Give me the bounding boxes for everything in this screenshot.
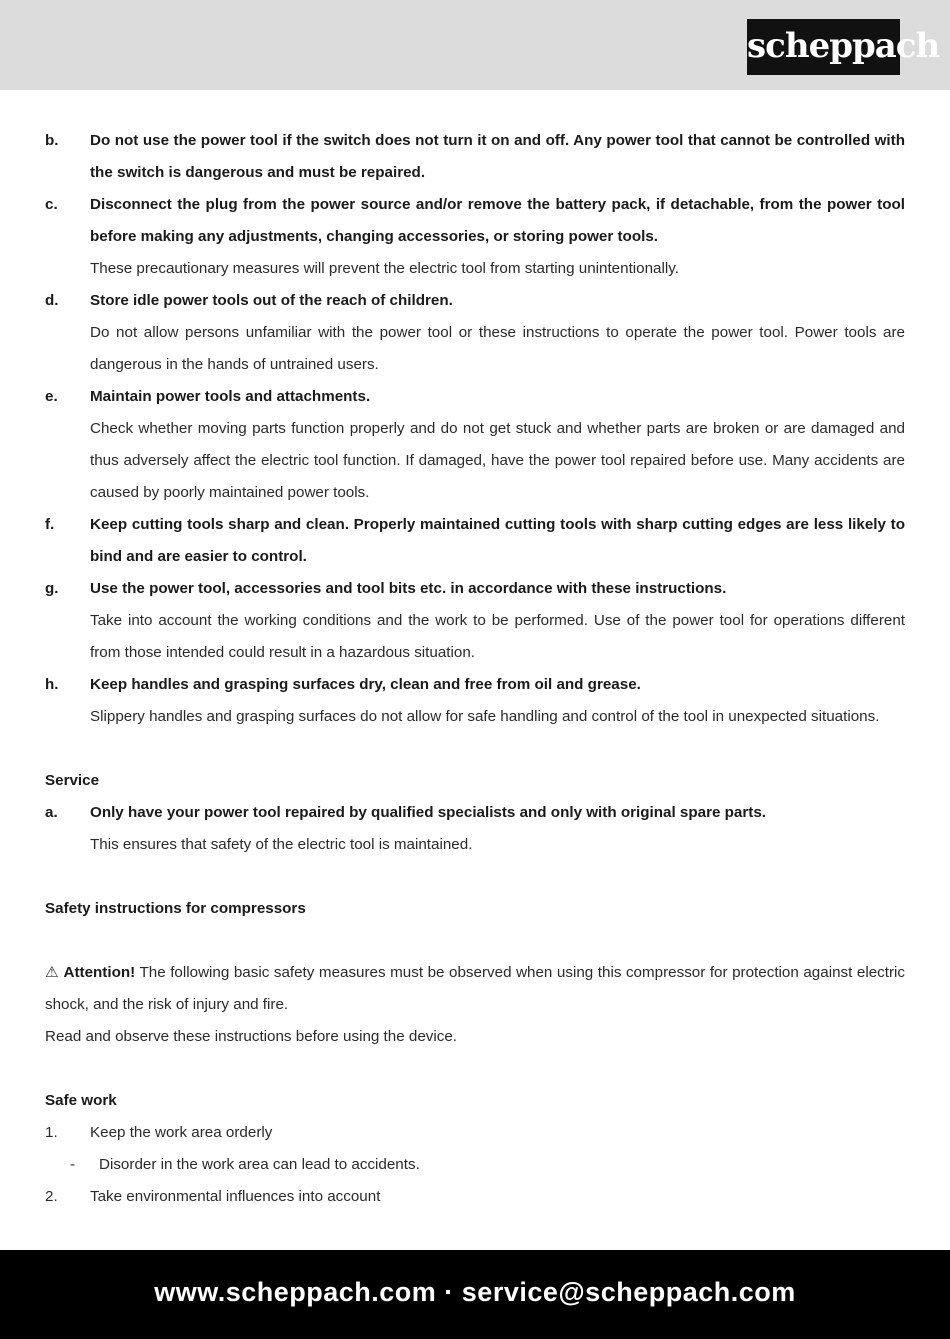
item-title: Store idle power tools out of the reach of children. bbox=[90, 292, 453, 309]
sub-item bbox=[45, 1149, 905, 1181]
warning-triangle-icon: ⚠ bbox=[45, 964, 59, 981]
page-footer bbox=[0, 1250, 950, 1339]
page-header bbox=[0, 0, 950, 90]
item-title: Keep cutting tools sharp and clean. Properly maintained cutting tools with sharp cutting edges are less likely to bind and are easier to control. bbox=[90, 516, 905, 565]
item-body: Check whether moving parts function properly and do not get stuck and whether parts are broken or are damaged and thus adversely affect the electric tool function. If damaged, have the power tool repaired before use. Many accidents are caused by poorly maintained power tools. bbox=[90, 420, 905, 501]
service-heading: Service bbox=[45, 772, 100, 789]
list-item bbox=[45, 285, 905, 381]
dash-bullet: - bbox=[70, 1156, 76, 1173]
item-title: Only have your power tool repaired by qualified specialists and only with original spare parts. bbox=[90, 804, 767, 821]
sub-item-text: Disorder in the work area can lead to accidents. bbox=[99, 1156, 420, 1173]
item-body: This ensures that safety of the electric tool is maintained. bbox=[90, 836, 473, 853]
item-label: f. bbox=[45, 516, 55, 533]
item-label: g. bbox=[45, 580, 59, 597]
footer-contact-text: www.scheppach.com · service@scheppach.com bbox=[154, 1277, 796, 1307]
list-item bbox=[45, 573, 905, 669]
item-label: e. bbox=[45, 388, 58, 405]
item-number: 2. bbox=[45, 1188, 58, 1205]
attention-label: Attention! bbox=[63, 964, 136, 981]
item-title: Use the power tool, accessories and tool bits etc. in accordance with these instructions. bbox=[90, 580, 727, 597]
item-label: d. bbox=[45, 292, 59, 309]
item-body: Take into account the working conditions and the work to be performed. Use of the power tool for operations different from those intended could result in a hazardous situation. bbox=[90, 612, 905, 661]
item-label: c. bbox=[45, 196, 58, 213]
numbered-item bbox=[45, 1117, 905, 1149]
item-text: Take environmental influences into account bbox=[90, 1188, 381, 1205]
item-title: Maintain power tools and attachments. bbox=[90, 388, 371, 405]
list-item bbox=[45, 125, 905, 189]
list-item bbox=[45, 381, 905, 509]
compressor-safety-heading: Safety instructions for compressors bbox=[45, 900, 306, 917]
attention-text: The following basic safety measures must be observed when using this compressor for protection against electric shock, and the risk of injury and fire. bbox=[45, 964, 905, 1013]
item-body: Do not allow persons unfamiliar with the power tool or these instructions to operate the power tool. Power tools are dangerous in the hands of untrained users. bbox=[90, 324, 905, 373]
item-label: a. bbox=[45, 804, 58, 821]
list-item bbox=[45, 509, 905, 573]
service-item bbox=[45, 797, 905, 861]
attention-paragraph bbox=[45, 957, 905, 1021]
item-body: Slippery handles and grasping surfaces do not allow for safe handling and control of the tool in unexpected situations. bbox=[90, 708, 880, 725]
read-instructions-text: Read and observe these instructions before using the device. bbox=[45, 1028, 458, 1045]
numbered-item bbox=[45, 1181, 905, 1213]
list-item bbox=[45, 189, 905, 285]
list-item bbox=[45, 669, 905, 733]
safe-work-heading: Safe work bbox=[45, 1092, 117, 1109]
item-body: These precautionary measures will prevent the electric tool from starting unintentionally. bbox=[90, 260, 679, 277]
item-title: Disconnect the plug from the power source and/or remove the battery pack, if detachable, from the power tool before making any adjustments, changing accessories, or storing power tools. bbox=[90, 196, 905, 245]
manual-content bbox=[45, 125, 905, 1213]
item-label: b. bbox=[45, 132, 59, 149]
scheppach-logo: scheppach bbox=[747, 19, 900, 75]
item-title: Do not use the power tool if the switch does not turn it on and off. Any power tool that cannot be controlled with the switch is dangerous and must be repaired. bbox=[90, 132, 905, 181]
item-title: Keep handles and grasping surfaces dry, clean and free from oil and grease. bbox=[90, 676, 641, 693]
item-label: h. bbox=[45, 676, 59, 693]
item-text: Keep the work area orderly bbox=[90, 1124, 273, 1141]
item-number: 1. bbox=[45, 1124, 58, 1141]
